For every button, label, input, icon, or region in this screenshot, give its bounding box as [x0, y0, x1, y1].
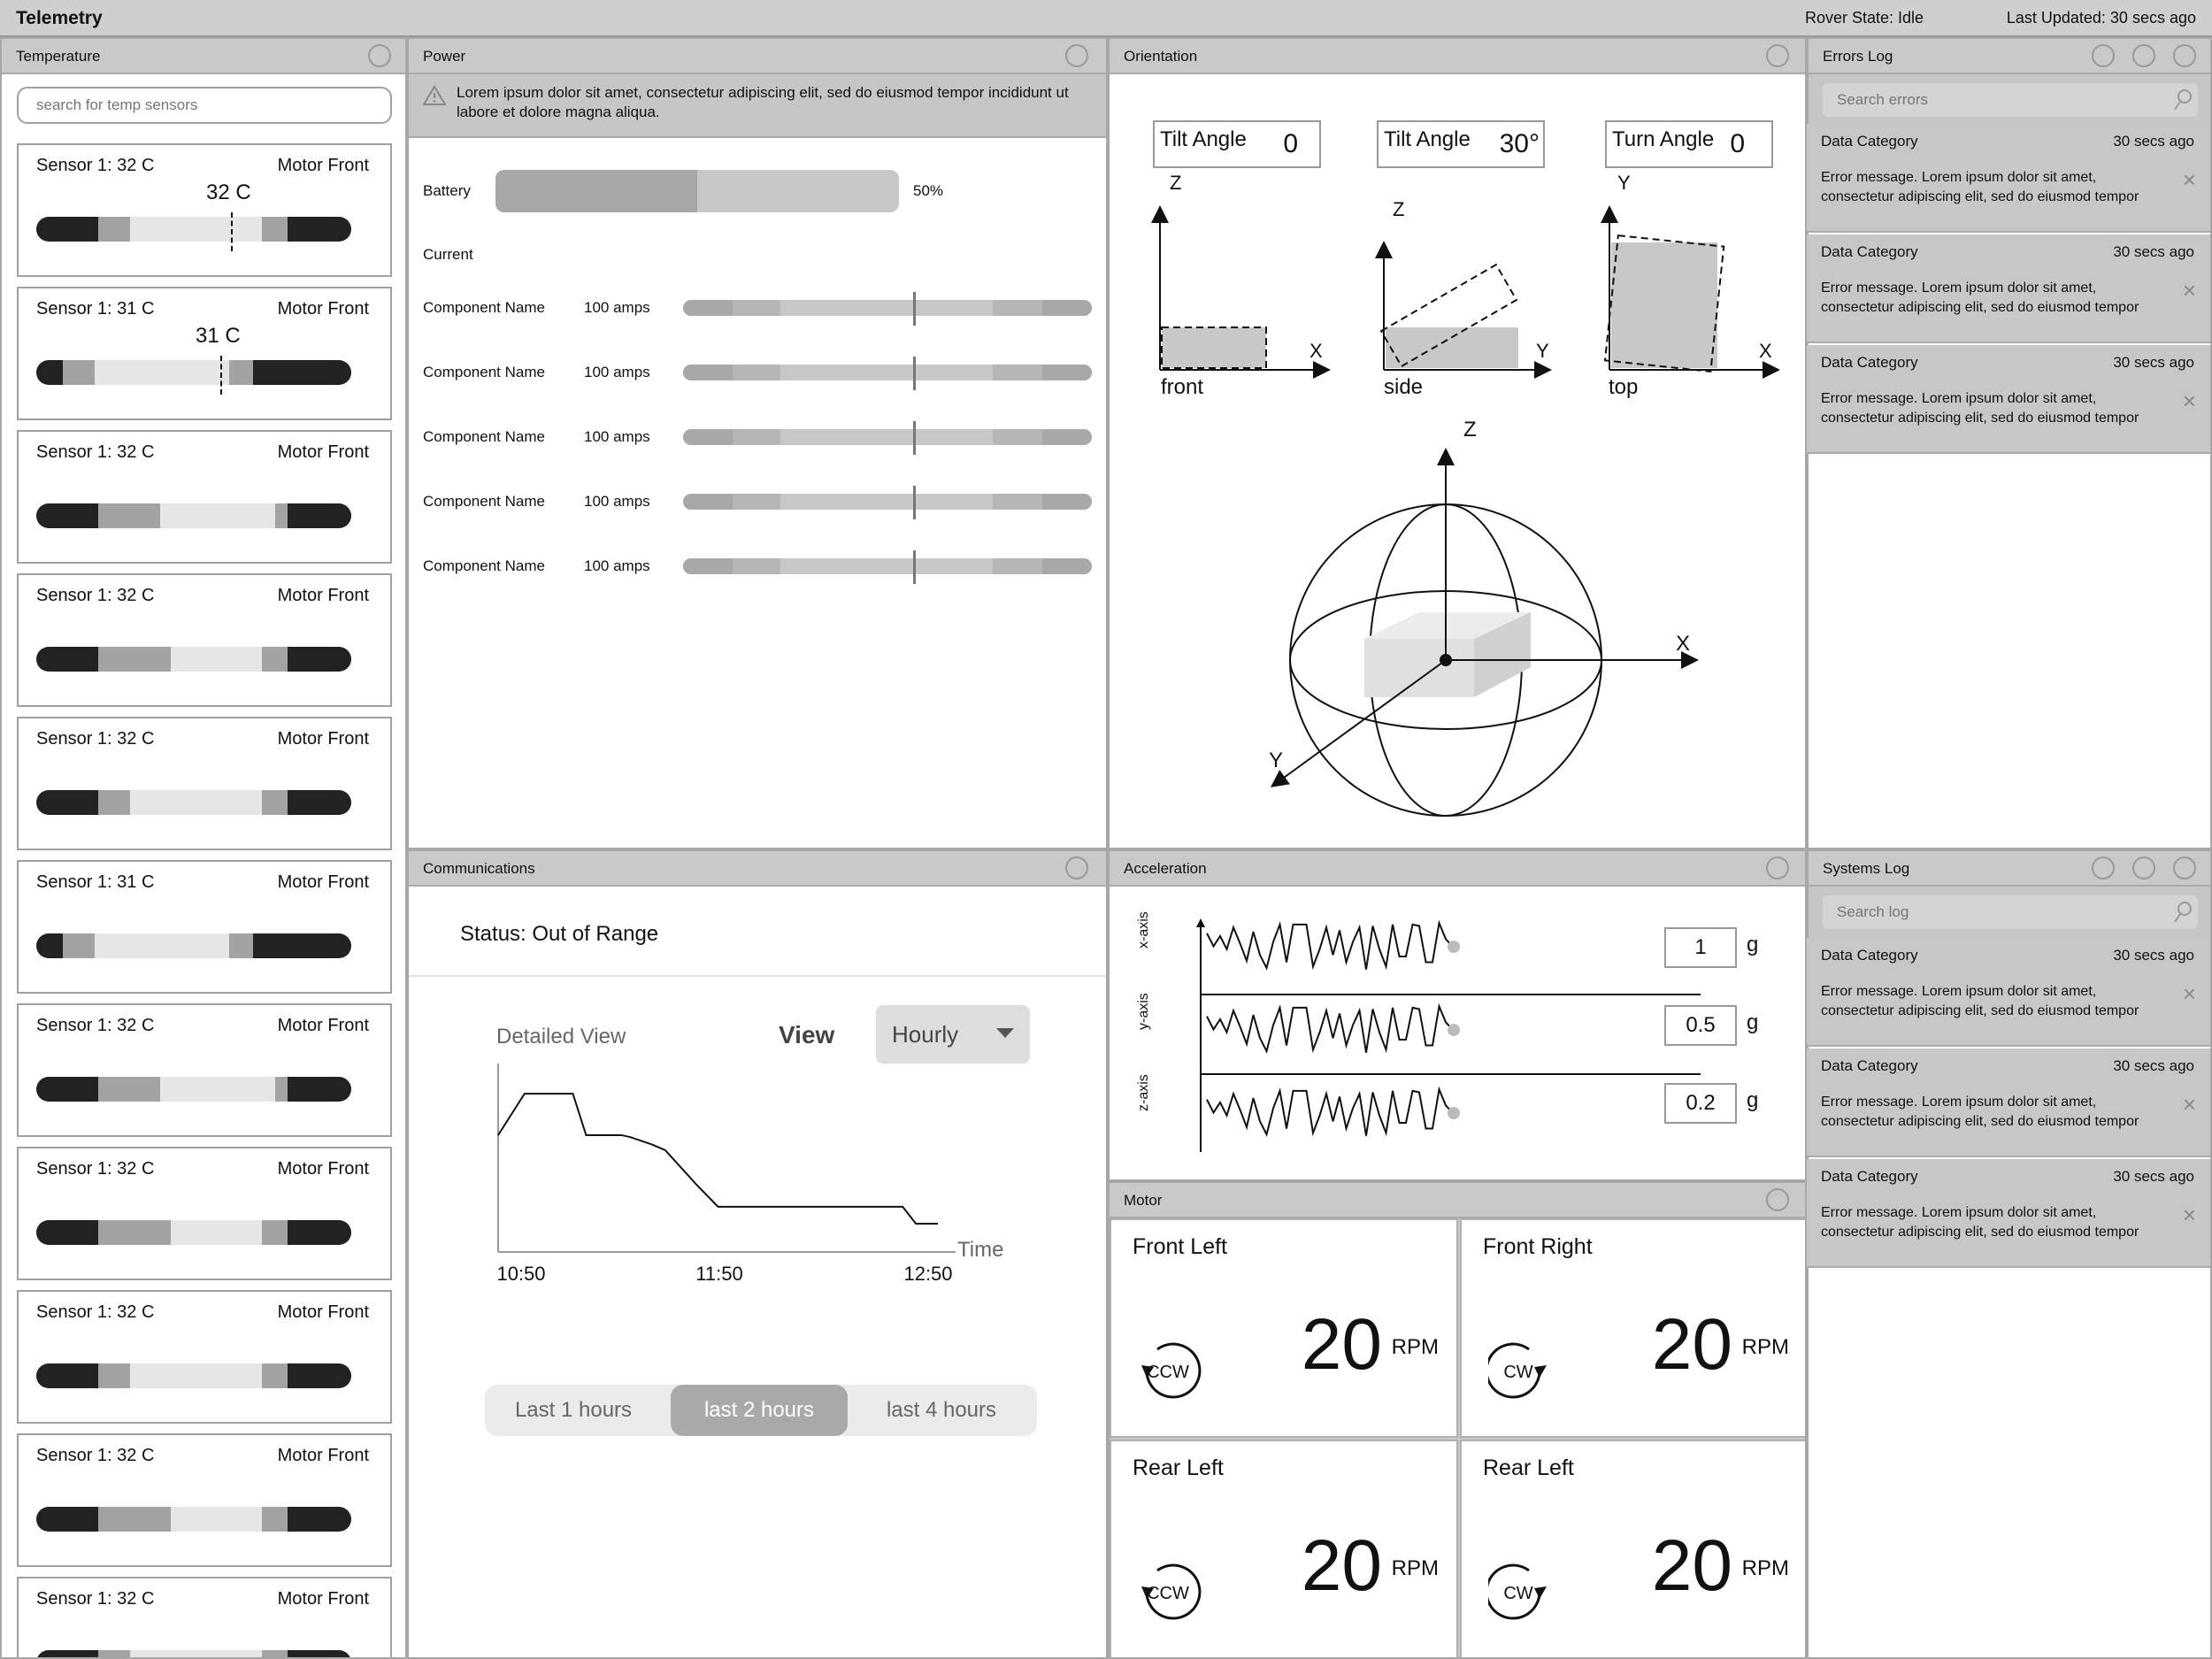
log-message: Error message. Lorem ipsum dolor sit amet, consectetur adipiscing elit, sed do eiusmod tempor — [1821, 1094, 2139, 1129]
accel-unit: g — [1747, 933, 1759, 956]
x-tick-label: 10:50 — [496, 1263, 546, 1285]
temperature-range-bar — [36, 647, 351, 672]
x-tick-label: 11:50 — [695, 1263, 743, 1285]
range-option[interactable]: last 4 hours — [886, 1398, 997, 1422]
sensor-name: Sensor 1: 32 C — [36, 1302, 155, 1322]
panel-options-icon[interactable] — [1766, 1188, 1789, 1211]
component-current: 100 amps — [584, 364, 650, 380]
accel-signal-line — [1207, 923, 1453, 969]
temperature-bar-segment — [36, 1650, 98, 1659]
panel-options-icon[interactable] — [368, 44, 391, 67]
side-body — [1386, 327, 1518, 368]
accel-value: 1 — [1694, 935, 1707, 959]
acceleration-panel — [1108, 849, 1807, 1181]
top-view-name: top — [1609, 375, 1639, 399]
component-current: 100 amps — [584, 493, 650, 510]
accel-value: 0.2 — [1686, 1091, 1716, 1115]
battery-percent: 50% — [913, 182, 944, 199]
temperature-bar-segment — [288, 217, 351, 242]
temperature-bar-segment — [36, 1363, 98, 1388]
accel-value-box — [1664, 1005, 1737, 1046]
motor-direction: CW — [1503, 1363, 1533, 1382]
temperature-range-bar — [36, 1650, 351, 1659]
motor-direction: CW — [1503, 1584, 1533, 1603]
log-time: 30 secs ago — [2113, 243, 2194, 260]
motor-direction: CCW — [1147, 1584, 1189, 1603]
panel-options-icon[interactable] — [2092, 856, 2115, 879]
temperature-bar-segment — [36, 1507, 98, 1532]
sensor-card[interactable] — [17, 1003, 392, 1137]
current-marker — [913, 486, 916, 519]
close-icon[interactable]: × — [2182, 388, 2196, 414]
accel-unit: g — [1747, 1010, 1759, 1034]
front-body — [1162, 327, 1266, 368]
sphere-z-label: Z — [1463, 418, 1477, 442]
sensor-location: Motor Front — [277, 1589, 369, 1609]
sensor-card[interactable] — [17, 860, 392, 994]
component-current: 100 amps — [584, 428, 650, 445]
rotate-cw-icon — [1488, 1556, 1559, 1627]
top-body — [1611, 242, 1717, 368]
temperature-bar-segment — [275, 503, 288, 528]
current-bar-segment — [1042, 558, 1092, 574]
systems-search-bar — [1809, 887, 2212, 938]
log-entry[interactable] — [1807, 1159, 2210, 1268]
top-turn-value: 0 — [1730, 129, 1745, 158]
comm-series-line — [498, 1094, 938, 1224]
sensor-name: Sensor 1: 32 C — [36, 1159, 155, 1179]
log-message: Error message. Lorem ipsum dolor sit amet, consectetur adipiscing elit, sed do eiusmod tempor — [1821, 170, 2139, 204]
temperature-bar-segment — [229, 933, 253, 958]
panel-options-icon[interactable] — [2173, 44, 2196, 67]
panel-options-icon[interactable] — [1065, 856, 1088, 879]
motor-rpm-value: 20 — [1651, 1304, 1732, 1385]
temperature-bar-segment — [262, 217, 288, 242]
view-select-value: Hourly — [892, 1021, 959, 1048]
current-bar-segment — [683, 558, 733, 574]
top-h-axis: X — [1759, 340, 1772, 362]
rover-state: Rover State: Idle — [1805, 9, 1924, 27]
temperature-title: Temperature — [16, 48, 101, 65]
temperature-range-bar — [36, 503, 351, 528]
motor-rpm-value: 20 — [1651, 1525, 1732, 1606]
battery-fill — [495, 170, 697, 212]
sensor-location: Motor Front — [277, 442, 369, 462]
temperature-bar-segment — [98, 1363, 130, 1388]
systems-log-header — [1809, 851, 2210, 887]
current-bar-segment — [733, 429, 780, 445]
temperature-bar-segment — [288, 647, 351, 672]
temperature-range-bar — [36, 1077, 351, 1102]
current-bar-segment — [733, 558, 780, 574]
log-category: Data Category — [1821, 243, 1918, 260]
current-marker — [913, 550, 916, 584]
panel-options-icon[interactable] — [1766, 44, 1789, 67]
log-category: Data Category — [1821, 354, 1918, 371]
log-entry[interactable] — [1807, 938, 2210, 1047]
app-title: Telemetry — [16, 8, 103, 28]
search-icon[interactable] — [2173, 901, 2193, 924]
current-bar-segment — [1042, 429, 1092, 445]
temperature-bar-segment — [36, 1077, 98, 1102]
current-marker — [913, 421, 916, 455]
current-bar-segment — [1042, 365, 1092, 380]
temperature-bar-segment — [253, 360, 351, 385]
temperature-bar-segment — [288, 1507, 351, 1532]
close-icon[interactable]: × — [2182, 166, 2196, 193]
orientation-title: Orientation — [1124, 48, 1198, 65]
current-label: Current — [423, 246, 473, 263]
temperature-bar-segment — [98, 1650, 130, 1659]
temperature-bar-segment — [288, 503, 351, 528]
close-icon[interactable]: × — [2182, 1091, 2196, 1118]
component-current-bar — [683, 429, 1092, 445]
component-current-bar — [683, 365, 1092, 380]
temperature-bar-segment — [98, 790, 130, 815]
search-icon[interactable] — [2173, 88, 2193, 111]
temperature-bar-segment — [262, 1650, 288, 1659]
panel-options-icon[interactable] — [2173, 856, 2196, 879]
motor-rpm-unit: RPM — [1741, 1335, 1789, 1359]
component-name: Component Name — [423, 428, 545, 445]
log-category: Data Category — [1821, 1057, 1918, 1074]
temperature-bar-segment — [288, 1650, 351, 1659]
top-turn-label: Turn Angle — [1612, 127, 1715, 151]
sensor-reading-marker — [231, 212, 233, 251]
rotate-ccw-icon — [1138, 1335, 1209, 1406]
current-marker — [913, 357, 916, 390]
current-bar-segment — [683, 429, 733, 445]
temperature-bar-segment — [36, 1220, 98, 1245]
temperature-bar-segment — [36, 933, 63, 958]
panel-options-icon[interactable] — [2132, 856, 2155, 879]
temperature-bar-segment — [288, 1077, 351, 1102]
front-tilt-label: Tilt Angle — [1160, 127, 1247, 151]
motor-title: Motor — [1124, 1192, 1163, 1209]
comm-line-chart — [409, 1064, 1108, 1329]
temperature-bar-segment — [98, 217, 130, 242]
front-v-axis: Z — [1170, 172, 1182, 194]
motor-rpm-unit: RPM — [1391, 1335, 1439, 1359]
close-icon[interactable]: × — [2182, 1202, 2196, 1228]
power-title: Power — [423, 48, 466, 65]
power-header — [409, 39, 1106, 74]
sensor-reading-label: 32 C — [206, 180, 251, 204]
sensor-card[interactable] — [17, 287, 392, 420]
top-turn-box — [1605, 120, 1773, 168]
sphere-y-label: Y — [1269, 749, 1284, 772]
log-category: Data Category — [1821, 133, 1918, 150]
motor-name: Front Right — [1483, 1234, 1593, 1259]
temperature-range-bar — [36, 1507, 351, 1532]
sphere-x-label: X — [1676, 632, 1691, 656]
sensor-name: Sensor 1: 32 C — [36, 442, 155, 462]
accel-signal-line — [1207, 1006, 1453, 1052]
temperature-bar-segment — [36, 217, 98, 242]
orientation-header — [1110, 39, 1805, 74]
acceleration-title: Acceleration — [1124, 860, 1207, 877]
temperature-range-bar — [36, 217, 351, 242]
front-tilt-box — [1153, 120, 1321, 168]
sensor-card[interactable] — [17, 1290, 392, 1424]
top-bar — [0, 0, 2212, 37]
motor-card — [1110, 1440, 1458, 1659]
temperature-bar-segment — [288, 1220, 351, 1245]
motor-card — [1460, 1440, 1807, 1659]
temperature-bar-segment — [36, 790, 98, 815]
component-current-bar — [683, 494, 1092, 510]
front-h-axis: X — [1310, 340, 1323, 362]
panel-options-icon[interactable] — [1766, 856, 1789, 879]
temperature-bar-segment — [229, 360, 253, 385]
temperature-bar-segment — [98, 503, 160, 528]
rotate-ccw-icon — [1138, 1556, 1209, 1627]
temperature-bar-segment — [36, 647, 98, 672]
log-entry[interactable] — [1807, 1048, 2210, 1157]
sensor-card[interactable] — [17, 143, 392, 277]
log-time: 30 secs ago — [2113, 1057, 2194, 1074]
detailed-view-label: Detailed View — [496, 1025, 626, 1048]
last-updated: Last Updated: 30 secs ago — [2006, 9, 2196, 27]
current-marker — [913, 292, 916, 326]
component-name: Component Name — [423, 364, 545, 380]
temperature-bar-segment — [288, 790, 351, 815]
motor-name: Front Left — [1133, 1234, 1227, 1259]
x-axis-label: Time — [957, 1238, 1004, 1262]
log-category: Data Category — [1821, 947, 1918, 964]
log-message: Error message. Lorem ipsum dolor sit amet, consectetur adipiscing elit, sed do eiusmod tempor — [1821, 1205, 2139, 1240]
current-bar-segment — [683, 365, 733, 380]
temperature-range-bar — [36, 933, 351, 958]
divider — [409, 975, 1108, 977]
current-bar-segment — [733, 300, 780, 316]
log-time: 30 secs ago — [2113, 1168, 2194, 1185]
side-tilt-value: 30° — [1499, 129, 1540, 158]
temperature-bar-segment — [63, 360, 95, 385]
panel-options-icon[interactable] — [1065, 44, 1088, 67]
sensor-location: Motor Front — [277, 872, 369, 892]
motor-panel — [1108, 1181, 1807, 1659]
motor-rpm-value: 20 — [1301, 1304, 1382, 1385]
component-name: Component Name — [423, 493, 545, 510]
motor-rpm-unit: RPM — [1391, 1556, 1439, 1580]
accel-value: 0.5 — [1686, 1013, 1716, 1037]
orientation-panel — [1108, 37, 1807, 849]
sensor-location: Motor Front — [277, 1446, 369, 1465]
sensor-reading-label: 31 C — [196, 324, 241, 348]
view-select[interactable] — [876, 1005, 1030, 1064]
accel-axis-label: y-axis — [1136, 993, 1151, 1030]
accel-value-box — [1664, 927, 1737, 968]
accel-current-point — [1448, 1024, 1460, 1036]
front-tilt-value: 0 — [1283, 129, 1298, 158]
panel-options-icon[interactable] — [2132, 44, 2155, 67]
temperature-bar-segment — [288, 1363, 351, 1388]
sensor-card[interactable] — [17, 430, 392, 564]
sensor-card[interactable] — [17, 1433, 392, 1567]
component-current-bar — [683, 558, 1092, 574]
top-v-axis: Y — [1617, 172, 1631, 194]
sensor-reading-marker — [220, 356, 222, 395]
component-name: Component Name — [423, 557, 545, 574]
sensor-location: Motor Front — [277, 1302, 369, 1322]
current-bar-segment — [683, 494, 733, 510]
sensor-location: Motor Front — [277, 156, 369, 175]
battery-label: Battery — [423, 182, 471, 199]
motor-name: Rear Left — [1133, 1455, 1224, 1480]
accel-unit: g — [1747, 1088, 1759, 1112]
errors-search-input[interactable] — [1823, 83, 2198, 117]
power-panel — [407, 37, 1108, 849]
warning-text: Lorem ipsum dolor sit amet, consectetur adipiscing elit, sed do eiusmod tempor incididunt ut labore et dolore magna aliqua. — [457, 84, 1069, 120]
close-icon[interactable]: × — [2182, 980, 2196, 1007]
temperature-bar-segment — [36, 360, 63, 385]
accel-current-point — [1448, 1107, 1460, 1119]
log-time: 30 secs ago — [2113, 947, 2194, 964]
side-tilt-box — [1377, 120, 1545, 168]
temperature-bar-segment — [253, 933, 351, 958]
x-tick-label: 12:50 — [903, 1263, 953, 1285]
sensor-name: Sensor 1: 32 C — [36, 1589, 155, 1609]
communications-title: Communications — [423, 860, 535, 877]
range-option[interactable]: Last 1 hours — [514, 1398, 633, 1422]
motor-rpm-value: 20 — [1301, 1525, 1382, 1606]
temperature-range-bar — [36, 1363, 351, 1388]
accel-current-point — [1448, 941, 1460, 953]
orientation-sphere — [1110, 411, 1807, 849]
side-tilt-label: Tilt Angle — [1384, 127, 1471, 151]
log-entry[interactable] — [1807, 345, 2210, 454]
sensor-name: Sensor 1: 31 C — [36, 299, 155, 319]
panel-options-icon[interactable] — [2092, 44, 2115, 67]
current-bar-segment — [1042, 494, 1092, 510]
current-bar-segment — [993, 494, 1042, 510]
temperature-bar-segment — [63, 933, 95, 958]
sensor-location: Motor Front — [277, 1016, 369, 1035]
log-time: 30 secs ago — [2113, 133, 2194, 150]
front-view-name: front — [1161, 375, 1204, 399]
sensor-name: Sensor 1: 32 C — [36, 1016, 155, 1035]
log-time: 30 secs ago — [2113, 354, 2194, 371]
chevron-down-icon — [996, 1028, 1014, 1039]
temperature-bar-segment — [98, 1507, 171, 1532]
sensor-location: Motor Front — [277, 729, 369, 749]
accel-axis-label: z-axis — [1136, 1074, 1151, 1111]
sensor-card[interactable] — [17, 573, 392, 707]
temperature-panel — [0, 37, 407, 1659]
sensor-name: Sensor 1: 31 C — [36, 872, 155, 892]
accel-axis-label: x-axis — [1136, 911, 1151, 949]
current-bar-segment — [733, 494, 780, 510]
component-name: Component Name — [423, 299, 545, 316]
acceleration-header — [1110, 851, 1805, 887]
log-entry[interactable] — [1807, 124, 2210, 233]
motor-rpm-unit: RPM — [1741, 1556, 1789, 1580]
temperature-header — [2, 39, 405, 74]
accel-value-box — [1664, 1083, 1737, 1124]
systems-log-title: Systems Log — [1823, 860, 1910, 877]
log-message: Error message. Lorem ipsum dolor sit amet, consectetur adipiscing elit, sed do eiusmod tempor — [1821, 391, 2139, 426]
temperature-bar-segment — [98, 1220, 171, 1245]
temperature-bar-segment — [275, 1077, 288, 1102]
temperature-range-bar — [36, 790, 351, 815]
temperature-range-bar — [36, 1220, 351, 1245]
motor-name: Rear Left — [1483, 1455, 1574, 1480]
current-bar-segment — [993, 429, 1042, 445]
rotate-cw-icon — [1488, 1335, 1559, 1406]
log-category: Data Category — [1821, 1168, 1918, 1185]
sensor-location: Motor Front — [277, 299, 369, 319]
log-message: Error message. Lorem ipsum dolor sit amet, consectetur adipiscing elit, sed do eiusmod tempor — [1821, 280, 2139, 315]
systems-search-input[interactable] — [1823, 895, 2198, 929]
errors-log-title: Errors Log — [1823, 48, 1893, 65]
temperature-bar-segment — [262, 1507, 288, 1532]
sensor-card[interactable] — [17, 1147, 392, 1280]
temperature-range-bar — [36, 360, 351, 385]
power-warning — [409, 74, 1108, 138]
comm-status: Status: Out of Range — [460, 922, 659, 946]
sensor-name: Sensor 1: 32 C — [36, 1446, 155, 1465]
warning-icon — [423, 85, 446, 106]
temp-sensor-search-input[interactable] — [17, 87, 392, 124]
side-view-name: side — [1384, 375, 1424, 399]
sensor-card[interactable] — [17, 1577, 392, 1659]
side-v-axis: Z — [1393, 198, 1405, 220]
temperature-bar-segment — [262, 647, 288, 672]
log-message: Error message. Lorem ipsum dolor sit amet, consectetur adipiscing elit, sed do eiusmod tempor — [1821, 984, 2139, 1018]
side-h-axis: Y — [1536, 340, 1549, 362]
communications-header — [409, 851, 1106, 887]
view-label: View — [779, 1021, 835, 1048]
motor-card — [1460, 1218, 1807, 1438]
range-option[interactable]: last 2 hours — [671, 1385, 848, 1436]
temperature-bar-segment — [98, 647, 171, 672]
current-bar-segment — [733, 365, 780, 380]
component-current-bar — [683, 300, 1092, 316]
current-bar-segment — [993, 365, 1042, 380]
motor-direction: CCW — [1147, 1363, 1189, 1382]
battery-bar — [495, 170, 899, 212]
current-bar-segment — [993, 300, 1042, 316]
communications-panel — [407, 849, 1108, 1659]
temperature-bar-segment — [36, 503, 98, 528]
accel-signal-line — [1207, 1089, 1453, 1135]
temperature-bar-segment — [262, 1220, 288, 1245]
temperature-bar-segment — [262, 1363, 288, 1388]
current-bar-segment — [1042, 300, 1092, 316]
motor-card — [1110, 1218, 1458, 1438]
temperature-bar-segment — [262, 790, 288, 815]
motor-header — [1110, 1183, 1805, 1218]
component-current: 100 amps — [584, 557, 650, 574]
close-icon[interactable]: × — [2182, 277, 2196, 303]
temperature-bar-segment — [98, 1077, 160, 1102]
sensor-name: Sensor 1: 32 C — [36, 156, 155, 175]
current-bar-segment — [993, 558, 1042, 574]
component-current: 100 amps — [584, 299, 650, 316]
errors-search-bar — [1809, 74, 2212, 126]
sensor-name: Sensor 1: 32 C — [36, 729, 155, 749]
sensor-name: Sensor 1: 32 C — [36, 586, 155, 605]
sensor-location: Motor Front — [277, 586, 369, 605]
current-bar-segment — [683, 300, 733, 316]
arrow-up-icon — [1196, 918, 1205, 927]
log-entry[interactable] — [1807, 234, 2210, 343]
sensor-card[interactable] — [17, 717, 392, 850]
errors-log-header — [1809, 39, 2210, 74]
sensor-location: Motor Front — [277, 1159, 369, 1179]
